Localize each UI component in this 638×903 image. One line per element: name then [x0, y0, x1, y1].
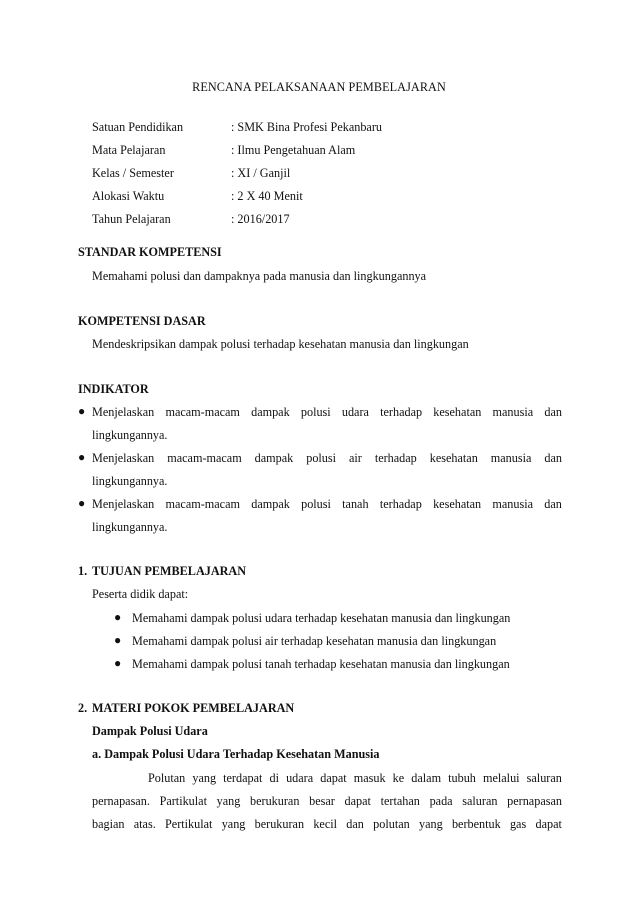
- word: dan: [346, 817, 364, 831]
- indikator-line: [92, 451, 562, 466]
- info-value: : SMK Bina Profesi Pekanbaru: [231, 120, 382, 134]
- word: berukuran: [250, 794, 300, 808]
- section-number: 1.: [78, 564, 88, 578]
- bullet-icon: ●: [78, 496, 86, 510]
- indikator-continuation: lingkungannya.: [92, 428, 168, 442]
- word: yang: [216, 794, 241, 808]
- word: berukuran: [254, 817, 305, 831]
- word: polusi: [300, 405, 331, 419]
- word: yang: [418, 817, 443, 831]
- word: Menjelaskan: [92, 405, 155, 419]
- word: tubuh: [448, 771, 476, 785]
- word: pernapasan: [507, 794, 562, 808]
- section-number: 2.: [78, 701, 88, 715]
- word: pada: [429, 794, 453, 808]
- word: Pertikulat: [165, 817, 213, 831]
- word: dapat: [344, 794, 371, 808]
- info-label: Tahun Pelajaran: [92, 212, 171, 226]
- word: bagian: [92, 817, 125, 831]
- paragraph-line: [92, 817, 562, 832]
- word: atas.: [133, 817, 156, 831]
- word: polusi: [306, 451, 337, 465]
- word: manusia: [492, 497, 534, 511]
- document-title: RENCANA PELAKSANAAN PEMBELAJARAN: [192, 80, 446, 94]
- word: yang: [192, 771, 217, 785]
- word: polutan: [373, 817, 410, 831]
- word: dan: [544, 451, 562, 465]
- word: terhadap: [379, 497, 422, 511]
- word: manusia: [490, 451, 532, 465]
- word: dampak: [251, 497, 290, 511]
- word: pernapasan.: [92, 794, 150, 808]
- bullet-icon: ●: [114, 656, 122, 670]
- word: saluran: [462, 794, 498, 808]
- word: kesehatan: [429, 451, 478, 465]
- tujuan-item-text: Memahami dampak polusi tanah terhadap kesehatan manusia dan lingkungan: [132, 657, 510, 671]
- word: kecil: [313, 817, 338, 831]
- word: dampak: [254, 451, 294, 465]
- word: dan: [544, 405, 562, 419]
- materi-subsection: a. Dampak Polusi Udara Terhadap Kesehatan Manusia: [92, 747, 380, 761]
- section-title: TUJUAN PEMBELAJARAN: [92, 564, 247, 578]
- word: kesehatan: [433, 405, 482, 419]
- indikator-heading: INDIKATOR: [78, 382, 149, 396]
- word: dan: [544, 497, 562, 511]
- word: besar: [309, 794, 335, 808]
- tujuan-item-text: Memahami dampak polusi air terhadap kesehatan manusia dan lingkungan: [132, 634, 497, 648]
- standar-body: Memahami polusi dan dampaknya pada manusia dan lingkungannya: [92, 269, 427, 283]
- word: Partikulat: [159, 794, 207, 808]
- word: tertahan: [380, 794, 420, 808]
- paragraph-line: [92, 794, 562, 809]
- word: dapat: [320, 771, 347, 785]
- word: manusia: [492, 405, 534, 419]
- word: kesehatan: [433, 497, 482, 511]
- word: melalui: [483, 771, 520, 785]
- info-label: Alokasi Waktu: [92, 189, 165, 203]
- word: macam-macam: [167, 451, 242, 465]
- info-value: : Ilmu Pengetahuan Alam: [231, 143, 356, 157]
- indikator-line: [92, 497, 562, 512]
- word: tanah: [342, 497, 369, 511]
- word: dapat: [535, 817, 562, 831]
- info-label: Mata Pelajaran: [92, 143, 166, 157]
- word: Menjelaskan: [92, 497, 155, 511]
- word: berbentuk: [451, 817, 501, 831]
- word: dalam: [411, 771, 442, 785]
- word: dampak: [251, 405, 290, 419]
- word: macam-macam: [165, 405, 240, 419]
- word: air: [348, 451, 362, 465]
- bullet-icon: ●: [78, 404, 86, 418]
- bullet-icon: ●: [78, 450, 86, 464]
- word: udara: [286, 771, 314, 785]
- materi-subheading: Dampak Polusi Udara: [92, 724, 208, 738]
- standar-heading: STANDAR KOMPETENSI: [78, 245, 222, 259]
- dasar-heading: KOMPETENSI DASAR: [78, 314, 206, 328]
- bullet-icon: ●: [114, 610, 122, 624]
- word: terhadap: [374, 451, 417, 465]
- bullet-icon: ●: [114, 633, 122, 647]
- word: macam-macam: [165, 497, 240, 511]
- info-value: : 2 X 40 Menit: [231, 189, 303, 203]
- word: yang: [221, 817, 246, 831]
- word: terdapat: [223, 771, 263, 785]
- indikator-continuation: lingkungannya.: [92, 474, 168, 488]
- word: di: [269, 771, 279, 785]
- word: saluran: [526, 771, 562, 785]
- info-label: Kelas / Semester: [92, 166, 174, 180]
- word: udara: [341, 405, 369, 419]
- word: Polutan: [148, 771, 186, 785]
- tujuan-intro: Peserta didik dapat:: [92, 587, 189, 601]
- info-value: : XI / Ganjil: [231, 166, 291, 180]
- section-title: MATERI POKOK PEMBELAJARAN: [92, 701, 295, 715]
- word: terhadap: [380, 405, 423, 419]
- word: ke: [392, 771, 405, 785]
- word: masuk: [353, 771, 386, 785]
- word: gas: [509, 817, 527, 831]
- indikator-line: [92, 405, 562, 420]
- info-value: : 2016/2017: [231, 212, 290, 226]
- tujuan-item-text: Memahami dampak polusi udara terhadap kesehatan manusia dan lingkungan: [132, 611, 511, 625]
- paragraph-line: [148, 771, 562, 786]
- info-label: Satuan Pendidikan: [92, 120, 184, 134]
- dasar-body: Mendeskripsikan dampak polusi terhadap kesehatan manusia dan lingkungan: [92, 337, 469, 351]
- indikator-continuation: lingkungannya.: [92, 520, 168, 534]
- word: polusi: [301, 497, 331, 511]
- word: Menjelaskan: [92, 451, 155, 465]
